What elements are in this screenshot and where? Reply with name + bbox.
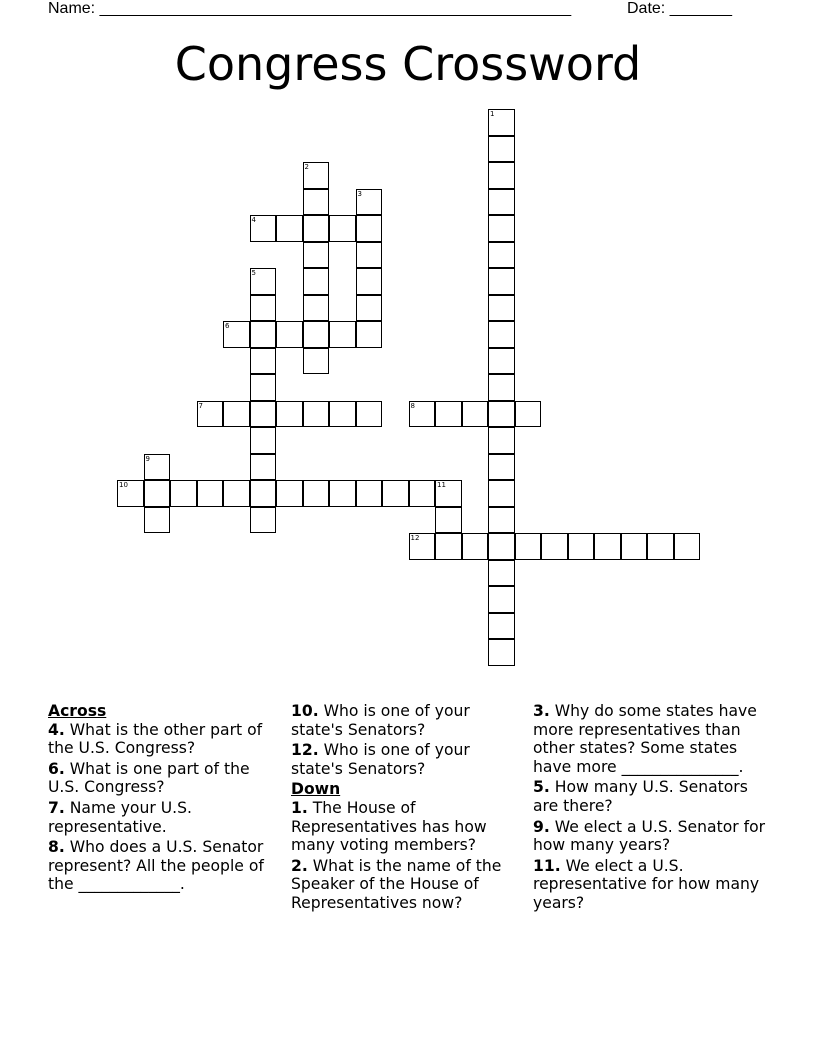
cell-number: 5 xyxy=(251,269,256,277)
grid-cell[interactable] xyxy=(488,480,515,507)
grid-cell[interactable] xyxy=(329,401,356,428)
clue-across-7: 7. Name your U.S. representative. xyxy=(48,798,192,836)
grid-cell[interactable] xyxy=(329,480,356,507)
grid-cell[interactable] xyxy=(435,507,462,534)
grid-cell[interactable] xyxy=(621,533,648,560)
grid-cell[interactable] xyxy=(117,480,144,507)
grid-cell[interactable] xyxy=(303,215,330,242)
grid-cell[interactable] xyxy=(356,480,383,507)
grid-cell[interactable] xyxy=(144,454,171,481)
clue-down-5: 5. How many U.S. Senators are there? xyxy=(533,778,748,815)
grid-cell[interactable] xyxy=(435,480,462,507)
clue-down-2: 2. What is the name of the Speaker of the House of Representatives now? xyxy=(291,856,502,912)
grid-cell[interactable] xyxy=(488,189,515,216)
grid-cell[interactable] xyxy=(223,321,250,348)
cell-number: 1 xyxy=(490,110,495,118)
clue-across-8: 8. Who does a U.S. Senator represent? All the people of the _____________. xyxy=(48,838,264,894)
grid-cell[interactable] xyxy=(197,401,224,428)
cell-number: 2 xyxy=(304,163,309,171)
grid-cell[interactable] xyxy=(250,215,277,242)
grid-cell[interactable] xyxy=(329,215,356,242)
grid-cell[interactable] xyxy=(250,454,277,481)
grid-cell[interactable] xyxy=(223,401,250,428)
grid-cell[interactable] xyxy=(488,401,515,428)
grid-cell[interactable] xyxy=(488,215,515,242)
grid-cell[interactable] xyxy=(382,480,409,507)
grid-cell[interactable] xyxy=(488,109,515,136)
grid-cell[interactable] xyxy=(435,533,462,560)
date-line[interactable]: Date: _______ xyxy=(627,0,732,17)
grid-cell[interactable] xyxy=(303,348,330,375)
grid-cell[interactable] xyxy=(250,480,277,507)
grid-cell[interactable] xyxy=(276,215,303,242)
cell-number: 12 xyxy=(410,534,420,542)
clue-down-1: 1. The House of Representatives has how many voting members? xyxy=(291,798,487,855)
grid-cell[interactable] xyxy=(303,295,330,322)
grid-cell[interactable] xyxy=(356,215,383,242)
grid-cell[interactable] xyxy=(488,295,515,322)
grid-cell[interactable] xyxy=(488,242,515,269)
grid-cell[interactable] xyxy=(250,268,277,295)
grid-cell[interactable] xyxy=(488,454,515,481)
grid-cell[interactable] xyxy=(250,321,277,348)
clues-column-2 xyxy=(291,702,519,915)
clue-across-10: 10. Who is one of your state's Senators? xyxy=(291,702,470,739)
grid-cell[interactable] xyxy=(409,401,436,428)
grid-cell[interactable] xyxy=(303,401,330,428)
grid-cell[interactable] xyxy=(250,401,277,428)
grid-cell[interactable] xyxy=(250,374,277,401)
cell-number: 7 xyxy=(198,401,203,410)
cell-number: 6 xyxy=(225,322,230,330)
grid-cell[interactable] xyxy=(488,321,515,348)
grid-cell[interactable] xyxy=(488,507,515,534)
grid-cell[interactable] xyxy=(488,560,515,587)
down-heading: Down xyxy=(291,780,341,799)
clues-column-3 xyxy=(533,702,767,915)
grid-cell[interactable] xyxy=(541,533,568,560)
cell-number: 4 xyxy=(251,216,256,224)
grid-cell[interactable] xyxy=(303,268,330,295)
cell-number: 10 xyxy=(119,481,128,489)
cell-number: 9 xyxy=(145,454,150,463)
grid-cell[interactable] xyxy=(462,533,489,560)
grid-cell[interactable] xyxy=(488,427,515,454)
grid-cell[interactable] xyxy=(250,295,277,322)
grid-cell[interactable] xyxy=(647,533,674,560)
grid-cell[interactable] xyxy=(303,162,330,189)
grid-cell[interactable] xyxy=(303,321,330,348)
grid-cell[interactable] xyxy=(276,401,303,428)
grid-cell[interactable] xyxy=(515,401,542,428)
grid-cell[interactable] xyxy=(488,268,515,295)
grid-cell[interactable] xyxy=(594,533,621,560)
grid-cell[interactable] xyxy=(223,480,250,507)
cell-number: 11 xyxy=(437,481,446,489)
clue-down-3: 3. Why do some states have more representatives than other states? Some states have more _______________. xyxy=(533,702,757,776)
grid-cell[interactable] xyxy=(488,533,515,560)
grid-cell[interactable] xyxy=(356,242,383,269)
grid-cell[interactable] xyxy=(674,533,701,560)
grid-cell[interactable] xyxy=(250,507,277,534)
clue-down-9: 9. We elect a U.S. Senator for how many years? xyxy=(533,817,766,855)
grid-cell[interactable] xyxy=(356,295,383,322)
clue-across-12: 12. Who is one of your state's Senators? xyxy=(291,741,470,778)
cell-number: 8 xyxy=(410,401,415,410)
grid-cell[interactable] xyxy=(356,321,383,348)
clues-column-1 xyxy=(48,702,276,896)
grid-cell[interactable] xyxy=(356,268,383,295)
clue-down-11: 11. We elect a U.S. representative for how many years? xyxy=(533,856,760,912)
grid-cell[interactable] xyxy=(356,401,383,428)
grid-cell[interactable] xyxy=(515,533,542,560)
grid-cell[interactable] xyxy=(488,586,515,613)
grid-cell[interactable] xyxy=(329,321,356,348)
grid-cell[interactable] xyxy=(488,639,515,666)
grid-cell[interactable] xyxy=(197,480,224,507)
across-heading: Across xyxy=(48,702,107,720)
clue-across-6: 6. What is one part of the U.S. Congress? xyxy=(48,759,250,797)
page-title: Congress Crossword xyxy=(174,37,642,91)
grid-cell[interactable] xyxy=(250,348,277,375)
grid-cell[interactable] xyxy=(488,162,515,189)
grid-cell[interactable] xyxy=(409,480,436,507)
grid-cell[interactable] xyxy=(488,374,515,401)
grid-cell[interactable] xyxy=(488,348,515,375)
name-line[interactable]: Name: _____________________________________________________ xyxy=(48,0,572,17)
grid-cell[interactable] xyxy=(276,321,303,348)
grid-cell[interactable] xyxy=(303,480,330,507)
grid-cell[interactable] xyxy=(144,507,171,534)
grid-cell[interactable] xyxy=(568,533,595,560)
grid-cell[interactable] xyxy=(303,242,330,269)
grid-cell[interactable] xyxy=(356,189,383,216)
clue-across-4: 4. What is the other part of the U.S. Congress? xyxy=(48,720,263,758)
grid-cell[interactable] xyxy=(435,401,462,428)
grid-cell[interactable] xyxy=(409,533,436,560)
grid-cell[interactable] xyxy=(144,480,171,507)
cell-number: 3 xyxy=(357,189,362,198)
grid-cell[interactable] xyxy=(303,189,330,216)
grid-cell[interactable] xyxy=(488,613,515,640)
grid-cell[interactable] xyxy=(170,480,197,507)
grid-cell[interactable] xyxy=(462,401,489,428)
grid-cell[interactable] xyxy=(250,427,277,454)
grid-cell[interactable] xyxy=(276,480,303,507)
grid-cell[interactable] xyxy=(488,136,515,163)
